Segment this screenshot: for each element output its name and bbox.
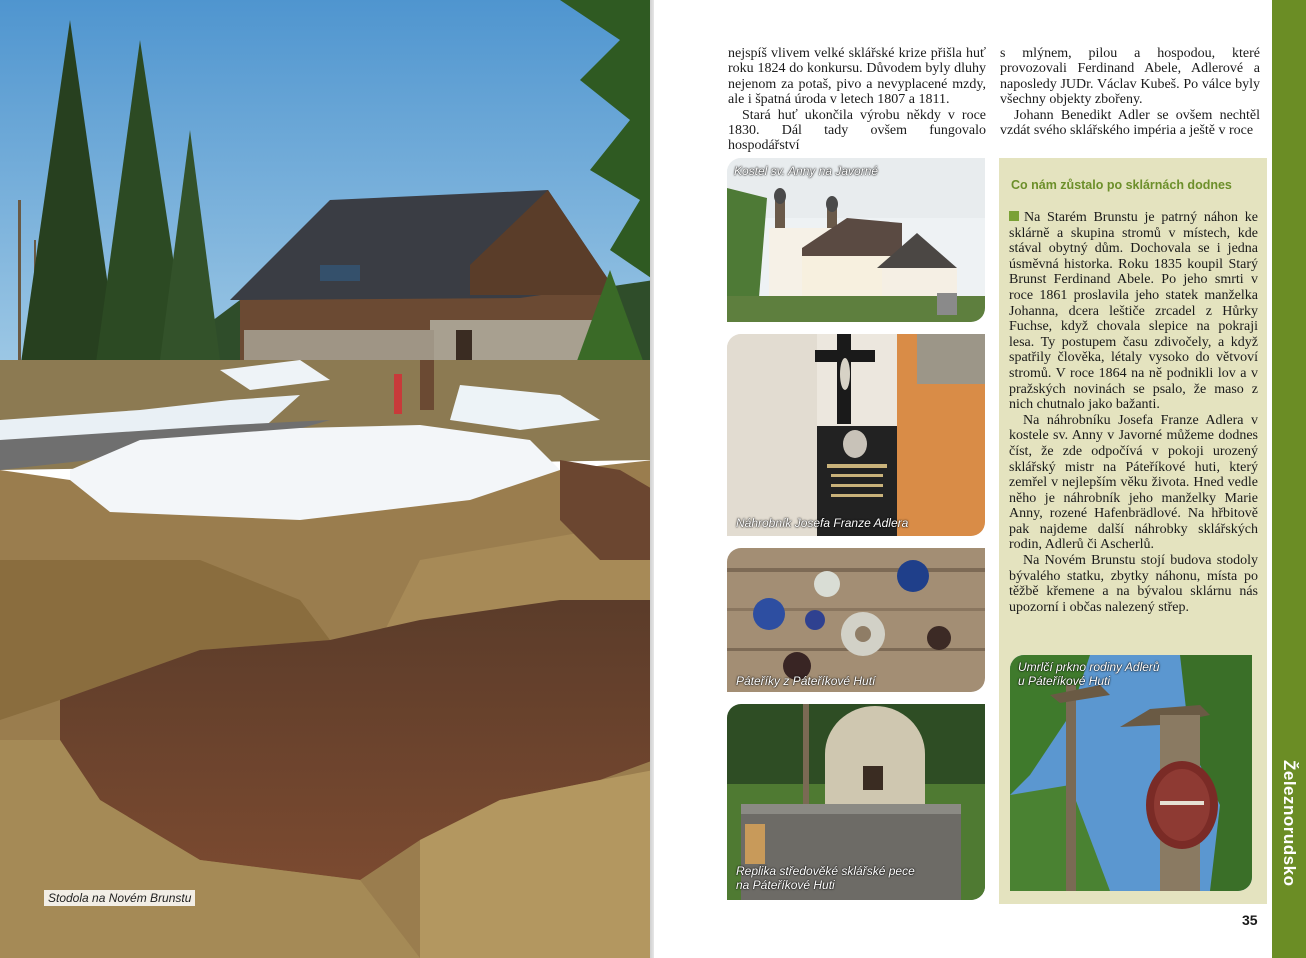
- beads-photo-caption: Páteříky z Páteříkové Hutí: [736, 674, 876, 688]
- tombstone-photo-caption: Náhrobník Josefa Franze Adlera: [736, 516, 909, 530]
- text-column-1: [728, 46, 986, 154]
- paragraph: nejspíš vlivem velké sklářské krize přišla huť roku 1824 do konkursu. Důvodem byly dluhy nejenom za potaš, pivo a nevyplacené mzdy, ale i špatná úroda v letech 1807 a 1811.: [728, 46, 986, 108]
- page-number: 35: [1242, 912, 1258, 928]
- paragraph: s mlýnem, pilou a hospodou, které provozovali Ferdinand Abele, Adlerové a naposledy JUDr. Václav Kubeš. Po válce byly všechny objekty zbořeny.: [1000, 46, 1260, 108]
- church-photo-caption: Kostel sv. Anny na Javorné: [734, 164, 879, 178]
- text-column-2: [1000, 46, 1260, 138]
- death-board-photo: [1010, 655, 1252, 891]
- chapter-tab: [1272, 0, 1306, 958]
- tombstone-photo: [727, 334, 985, 536]
- chapter-tab-label: [1278, 760, 1300, 920]
- church-photo: [727, 158, 985, 322]
- square-bullet-icon: [1009, 211, 1019, 221]
- sidebar-paragraph: Na náhrobníku Josefa Franze Adlera v kostele sv. Anny v Javorné můžeme dodnes číst, že zde odpočívá v pokoji urozený sklářský mistr na Páteříkové huti, který zemřel v nejlepším věku života. Hned vedle něho je náhrobník jeho manželky Marie Anny, rozené Hafenbrädlové. Na hřbitově pak najdeme další náhrobky sklářských rodin, Adlerů či Ascherlů.: [1009, 412, 1258, 553]
- caption-line: u Páteříkové Huti: [1018, 674, 1111, 688]
- sidebar-title: Co nám zůstalo po sklárnách dodnes: [1011, 178, 1232, 192]
- barn-photo-caption: Stodola na Novém Brunstu: [44, 890, 195, 906]
- caption-line: na Páteříkové Huti: [736, 878, 835, 892]
- beads-photo: [727, 548, 985, 692]
- sidebar-paragraph: [1009, 210, 1258, 413]
- paragraph: Stará huť ukončila výrobu někdy v roce 1830. Dál tady ovšem fungovalo hospodářství: [728, 107, 986, 154]
- sidebar-text: [1009, 210, 1258, 615]
- paragraph: Johann Benedikt Adler se ovšem nechtěl vzdát svého sklářského impéria a ještě v roce: [1000, 107, 1260, 139]
- chapter-tab-text: Železnorudsko: [1280, 760, 1299, 887]
- sidebar-paragraph: Na Novém Brunstu stojí budova stodoly bývalého statku, zbytky náhonu, místa po těžbě křemene a na bývalou sklárnu nás upozorní i občas nalezený střep.: [1009, 553, 1258, 615]
- caption-line: Umrlčí prkno rodiny Adlerů: [1018, 660, 1160, 674]
- furnace-photo-caption: [736, 864, 915, 892]
- death-board-photo-caption: [1018, 660, 1160, 688]
- right-page: [654, 0, 1306, 958]
- sidebar-paragraph-text: Na Starém Brunstu je patrný náhon ke sklárně a skupina stromů v místech, kde stával obytný dům. Dochovala se i jedna úsměvná historka. Roku 1835 koupil Starý Brunst Ferdinand Abele. Po jeho smrti v roce 1861 proslavila jeho statek manželka Johanna, dcera leštiče zrcadel z Hůrky Fuchse, když chovala slepice na pokraji lesa. Ty postupem času zdivočely, a když spatřily člověka, létaly vysoko do větvoví stromů. V roce 1864 na ně podnikli lov a v pražských novinách se psalo, že maso z nich chutnalo jako bažanti.: [1009, 210, 1258, 413]
- caption-line: Replika středověké sklářské pece: [736, 864, 915, 878]
